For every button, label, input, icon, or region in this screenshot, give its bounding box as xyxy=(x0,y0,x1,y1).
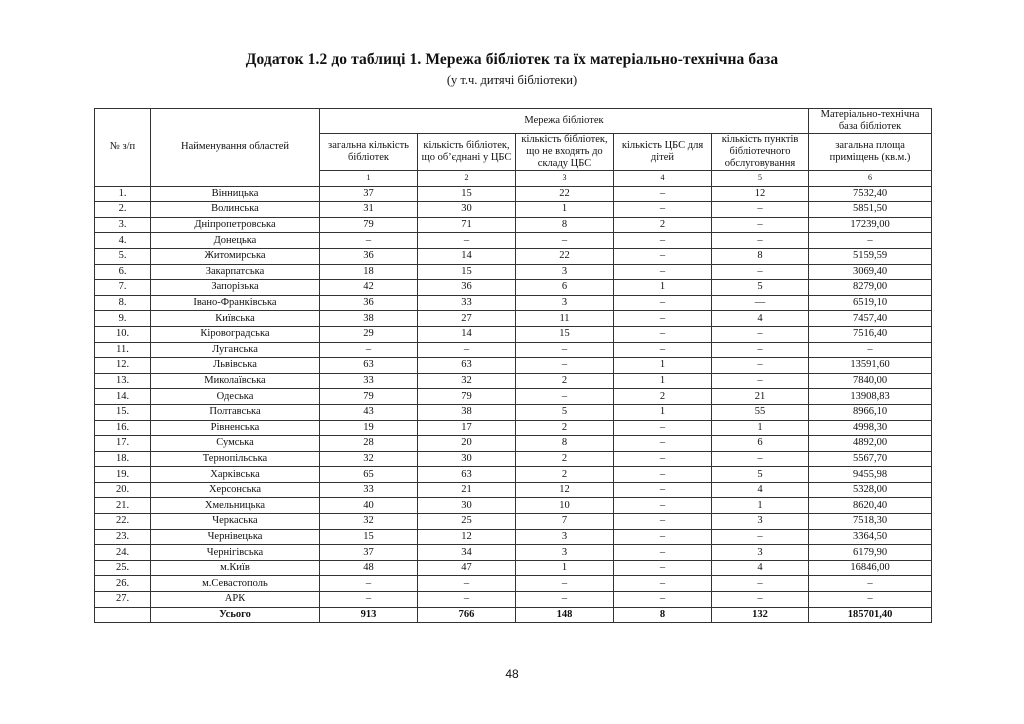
row-number: 5. xyxy=(95,248,151,264)
total-cell: 148 xyxy=(516,607,614,623)
page-title: Додаток 1.2 до таблиці 1. Мережа бібліотек та їх матеріально-технічна база xyxy=(245,51,779,68)
table-cell: 12 xyxy=(418,529,516,545)
table-cell: 1 xyxy=(614,358,712,374)
table-cell: 15 xyxy=(320,529,418,545)
table-row xyxy=(95,326,932,342)
row-number: 2. xyxy=(95,202,151,218)
region-name: Тернопільська xyxy=(151,451,320,467)
row-number: 3. xyxy=(95,217,151,233)
table-cell: 8 xyxy=(712,248,809,264)
row-number: 11. xyxy=(95,342,151,358)
table-cell: 31 xyxy=(320,202,418,218)
table-cell: 27 xyxy=(418,311,516,327)
table-cell: – xyxy=(712,202,809,218)
table-cell: 30 xyxy=(418,451,516,467)
region-name: м.Севастополь xyxy=(151,576,320,592)
table-cell: 14 xyxy=(418,248,516,264)
table-cell: 7840,00 xyxy=(809,373,932,389)
table-cell: 3364,50 xyxy=(809,529,932,545)
table-cell: 15 xyxy=(418,186,516,202)
table-row xyxy=(95,545,932,561)
table-cell: 32 xyxy=(418,373,516,389)
table-cell: 18 xyxy=(320,264,418,280)
table-cell: 38 xyxy=(320,311,418,327)
table-cell: 8620,40 xyxy=(809,498,932,514)
table-cell: 1 xyxy=(516,202,614,218)
table-cell: – xyxy=(614,420,712,436)
table-row xyxy=(95,576,932,592)
table-cell: 5 xyxy=(712,467,809,483)
table-cell: 11 xyxy=(516,311,614,327)
table-cell: – xyxy=(614,326,712,342)
row-number: 21. xyxy=(95,498,151,514)
table-cell: 8 xyxy=(516,436,614,452)
header-index: 2 xyxy=(418,171,516,187)
row-number: 9. xyxy=(95,311,151,327)
table-row xyxy=(95,560,932,576)
table-cell: 22 xyxy=(516,248,614,264)
table-cell: – xyxy=(614,202,712,218)
table-cell: – xyxy=(712,576,809,592)
header-index: 1 xyxy=(320,171,418,187)
table-cell: 3 xyxy=(516,264,614,280)
table-cell: 43 xyxy=(320,404,418,420)
table-cell: 79 xyxy=(418,389,516,405)
table-cell: 33 xyxy=(418,295,516,311)
row-number: 12. xyxy=(95,358,151,374)
row-number: 6. xyxy=(95,264,151,280)
table-cell: – xyxy=(614,295,712,311)
table-cell: 7518,30 xyxy=(809,514,932,530)
table-cell: 7457,40 xyxy=(809,311,932,327)
table-cell: 17239,00 xyxy=(809,217,932,233)
table-cell: 3 xyxy=(516,295,614,311)
table-cell: 42 xyxy=(320,280,418,296)
table-cell: 7 xyxy=(516,514,614,530)
table-cell: – xyxy=(809,592,932,608)
table-cell: 3069,40 xyxy=(809,264,932,280)
header-index: 3 xyxy=(516,171,614,187)
table-cell: – xyxy=(712,358,809,374)
header-cbs-libraries: кількість бібліотек, що об’єднані у ЦБС xyxy=(418,134,516,171)
row-number: 18. xyxy=(95,451,151,467)
table-cell: 33 xyxy=(320,482,418,498)
region-name: Харківська xyxy=(151,467,320,483)
total-label: Усього xyxy=(151,607,320,623)
row-number: 19. xyxy=(95,467,151,483)
table-cell: – xyxy=(614,529,712,545)
total-cell xyxy=(95,607,151,623)
table-cell: 5851,50 xyxy=(809,202,932,218)
row-number: 27. xyxy=(95,592,151,608)
table-row xyxy=(95,467,932,483)
table-cell: – xyxy=(516,592,614,608)
table-row xyxy=(95,264,932,280)
table-cell: 4998,30 xyxy=(809,420,932,436)
table-cell: 19 xyxy=(320,420,418,436)
table-cell: – xyxy=(614,560,712,576)
table-cell: 8279,00 xyxy=(809,280,932,296)
table-cell: – xyxy=(418,592,516,608)
table-cell: 1 xyxy=(712,498,809,514)
table-row xyxy=(95,280,932,296)
table-row xyxy=(95,295,932,311)
table-cell: 33 xyxy=(320,373,418,389)
table-cell: 48 xyxy=(320,560,418,576)
table-cell: – xyxy=(614,248,712,264)
row-number: 15. xyxy=(95,404,151,420)
table-cell: 40 xyxy=(320,498,418,514)
table-row xyxy=(95,358,932,374)
table-row xyxy=(95,420,932,436)
region-name: Кіровоградська xyxy=(151,326,320,342)
row-number: 22. xyxy=(95,514,151,530)
table-cell: – xyxy=(712,233,809,249)
table-cell: 2 xyxy=(614,217,712,233)
table-cell: – xyxy=(614,467,712,483)
header-index: 5 xyxy=(712,171,809,187)
table-cell: 12 xyxy=(712,186,809,202)
header-children-cbs: кількість ЦБС для дітей xyxy=(614,134,712,171)
table-cell: 3 xyxy=(712,545,809,561)
table-cell: 3 xyxy=(516,545,614,561)
table-cell: 8 xyxy=(516,217,614,233)
libraries-table xyxy=(94,108,932,623)
row-number: 23. xyxy=(95,529,151,545)
region-name: Волинська xyxy=(151,202,320,218)
table-cell: 4 xyxy=(712,482,809,498)
region-name: Запорізька xyxy=(151,280,320,296)
table-cell: 6179,90 xyxy=(809,545,932,561)
row-number: 4. xyxy=(95,233,151,249)
region-name: Закарпатська xyxy=(151,264,320,280)
table-cell: 71 xyxy=(418,217,516,233)
row-number: 10. xyxy=(95,326,151,342)
region-name: АРК xyxy=(151,592,320,608)
table-cell: 47 xyxy=(418,560,516,576)
table-cell: 15 xyxy=(418,264,516,280)
table-cell: 32 xyxy=(320,514,418,530)
table-cell: 9455,98 xyxy=(809,467,932,483)
table-row xyxy=(95,311,932,327)
table-cell: 1 xyxy=(516,560,614,576)
table-cell: – xyxy=(614,233,712,249)
table-cell: 32 xyxy=(320,451,418,467)
table-cell: 10 xyxy=(516,498,614,514)
table-cell: – xyxy=(712,592,809,608)
table-cell: 17 xyxy=(418,420,516,436)
total-cell: 913 xyxy=(320,607,418,623)
region-name: Черкаська xyxy=(151,514,320,530)
header-service-points: кількість пунктів бібліотечного обслуговування xyxy=(712,134,809,171)
table-cell: – xyxy=(712,217,809,233)
table-cell: 38 xyxy=(418,404,516,420)
table-row xyxy=(95,482,932,498)
table-cell: 79 xyxy=(320,389,418,405)
row-number: 8. xyxy=(95,295,151,311)
table-row xyxy=(95,389,932,405)
table-cell: – xyxy=(320,576,418,592)
region-name: Чернівецька xyxy=(151,529,320,545)
region-name: Одеська xyxy=(151,389,320,405)
table-cell: – xyxy=(516,233,614,249)
table-body xyxy=(95,186,932,623)
table-cell: 1 xyxy=(614,404,712,420)
row-number: 14. xyxy=(95,389,151,405)
table-cell: – xyxy=(320,342,418,358)
region-name: Львівська xyxy=(151,358,320,374)
table-cell: – xyxy=(809,576,932,592)
total-cell: 132 xyxy=(712,607,809,623)
table-cell: – xyxy=(809,233,932,249)
row-number: 26. xyxy=(95,576,151,592)
row-number: 7. xyxy=(95,280,151,296)
table-row xyxy=(95,451,932,467)
table-cell: 8966,10 xyxy=(809,404,932,420)
table-cell: – xyxy=(418,233,516,249)
table-cell: 6 xyxy=(516,280,614,296)
header-name: Найменування областей xyxy=(151,109,320,187)
table-cell: 5 xyxy=(712,280,809,296)
table-cell: – xyxy=(712,264,809,280)
row-number: 13. xyxy=(95,373,151,389)
table-cell: – xyxy=(320,233,418,249)
table-cell: 2 xyxy=(516,420,614,436)
table-row xyxy=(95,342,932,358)
page-subtitle: (у т.ч. дитячі бібліотеки) xyxy=(446,73,578,87)
table-cell: – xyxy=(614,264,712,280)
table-cell: 25 xyxy=(418,514,516,530)
region-name: Донецька xyxy=(151,233,320,249)
table-cell: 63 xyxy=(320,358,418,374)
region-name: Сумська xyxy=(151,436,320,452)
table-cell: 36 xyxy=(418,280,516,296)
region-name: Івано-Франківська xyxy=(151,295,320,311)
table-cell: 3 xyxy=(516,529,614,545)
region-name: м.Київ xyxy=(151,560,320,576)
table-cell: – xyxy=(614,482,712,498)
table-row xyxy=(95,514,932,530)
table-cell: – xyxy=(614,545,712,561)
table-cell: 65 xyxy=(320,467,418,483)
table-cell: 2 xyxy=(614,389,712,405)
table-cell: – xyxy=(614,342,712,358)
table-cell: 7532,40 xyxy=(809,186,932,202)
header-network: Мережа бібліотек xyxy=(320,109,809,134)
table-cell: 22 xyxy=(516,186,614,202)
table-cell: 15 xyxy=(516,326,614,342)
table-cell: — xyxy=(712,295,809,311)
table-cell: 20 xyxy=(418,436,516,452)
table-cell: 63 xyxy=(418,358,516,374)
region-name: Чернігівська xyxy=(151,545,320,561)
table-row xyxy=(95,202,932,218)
table-cell: 2 xyxy=(516,373,614,389)
table-cell: – xyxy=(614,436,712,452)
table-cell: 13908,83 xyxy=(809,389,932,405)
table-cell: 7516,40 xyxy=(809,326,932,342)
header-area: загальна площа приміщень (кв.м.) xyxy=(809,134,932,171)
region-name: Рівненська xyxy=(151,420,320,436)
table-cell: 4892,00 xyxy=(809,436,932,452)
total-cell: 766 xyxy=(418,607,516,623)
total-cell: 8 xyxy=(614,607,712,623)
table-cell: 6519,10 xyxy=(809,295,932,311)
table-cell: 30 xyxy=(418,202,516,218)
region-name: Дніпропетровська xyxy=(151,217,320,233)
table-row xyxy=(95,233,932,249)
table-cell: – xyxy=(712,342,809,358)
total-cell: 185701,40 xyxy=(809,607,932,623)
table-cell: 6 xyxy=(712,436,809,452)
header-material: Матеріально-технічна база бібліотек xyxy=(809,109,932,134)
table-cell: 1 xyxy=(614,373,712,389)
row-number: 17. xyxy=(95,436,151,452)
table-cell: – xyxy=(712,326,809,342)
row-number: 24. xyxy=(95,545,151,561)
total-row xyxy=(95,607,932,623)
table-cell: – xyxy=(516,389,614,405)
table-cell: – xyxy=(712,529,809,545)
table-cell: 36 xyxy=(320,248,418,264)
table-cell: 3 xyxy=(712,514,809,530)
region-name: Вінницька xyxy=(151,186,320,202)
table-cell: 1 xyxy=(712,420,809,436)
table-cell: 13591,60 xyxy=(809,358,932,374)
table-cell: 34 xyxy=(418,545,516,561)
header-index: 4 xyxy=(614,171,712,187)
table-cell: – xyxy=(614,451,712,467)
table-cell: – xyxy=(516,576,614,592)
table-cell: – xyxy=(712,373,809,389)
table-cell: – xyxy=(320,592,418,608)
table-cell: – xyxy=(516,342,614,358)
table-cell: 37 xyxy=(320,186,418,202)
table-cell: 2 xyxy=(516,467,614,483)
region-name: Житомирська xyxy=(151,248,320,264)
table-cell: 5 xyxy=(516,404,614,420)
header-num: № з/п xyxy=(95,109,151,187)
row-number: 1. xyxy=(95,186,151,202)
table-cell: 16846,00 xyxy=(809,560,932,576)
table-cell: – xyxy=(614,311,712,327)
table-cell: 29 xyxy=(320,326,418,342)
table-cell: 30 xyxy=(418,498,516,514)
table-cell: 14 xyxy=(418,326,516,342)
region-name: Херсонська xyxy=(151,482,320,498)
table-cell: 5328,00 xyxy=(809,482,932,498)
table-row xyxy=(95,436,932,452)
table-cell: – xyxy=(516,358,614,374)
header-non-cbs-libraries: кількість бібліотек, що не входять до складу ЦБС xyxy=(516,134,614,171)
table-cell: 21 xyxy=(418,482,516,498)
table-cell: 12 xyxy=(516,482,614,498)
table-cell: 5159,59 xyxy=(809,248,932,264)
table-cell: 63 xyxy=(418,467,516,483)
table-cell: 1 xyxy=(614,280,712,296)
row-number: 20. xyxy=(95,482,151,498)
table-cell: 5567,70 xyxy=(809,451,932,467)
table-cell: – xyxy=(418,576,516,592)
table-cell: 55 xyxy=(712,404,809,420)
row-number: 25. xyxy=(95,560,151,576)
region-name: Київська xyxy=(151,311,320,327)
table-cell: 79 xyxy=(320,217,418,233)
page-number: 48 xyxy=(505,667,519,681)
table-row xyxy=(95,592,932,608)
region-name: Миколаївська xyxy=(151,373,320,389)
table-row xyxy=(95,529,932,545)
table-cell: – xyxy=(809,342,932,358)
table-cell: – xyxy=(614,576,712,592)
table-cell: – xyxy=(614,186,712,202)
table-cell: 36 xyxy=(320,295,418,311)
table-cell: 4 xyxy=(712,311,809,327)
table-cell: – xyxy=(614,592,712,608)
table-cell: 2 xyxy=(516,451,614,467)
region-name: Луганська xyxy=(151,342,320,358)
table-cell: 4 xyxy=(712,560,809,576)
table-cell: 21 xyxy=(712,389,809,405)
region-name: Полтавська xyxy=(151,404,320,420)
header-index: 6 xyxy=(809,171,932,187)
table-row xyxy=(95,498,932,514)
region-name: Хмельницька xyxy=(151,498,320,514)
table-cell: – xyxy=(614,498,712,514)
table-cell: 37 xyxy=(320,545,418,561)
row-number: 16. xyxy=(95,420,151,436)
header-total-libraries: загальна кількість бібліотек xyxy=(320,134,418,171)
table-row xyxy=(95,248,932,264)
table-row xyxy=(95,373,932,389)
table-cell: – xyxy=(418,342,516,358)
table-cell: – xyxy=(712,451,809,467)
table-row xyxy=(95,186,932,202)
table-row xyxy=(95,217,932,233)
table-row xyxy=(95,404,932,420)
table-cell: 28 xyxy=(320,436,418,452)
table-cell: – xyxy=(614,514,712,530)
